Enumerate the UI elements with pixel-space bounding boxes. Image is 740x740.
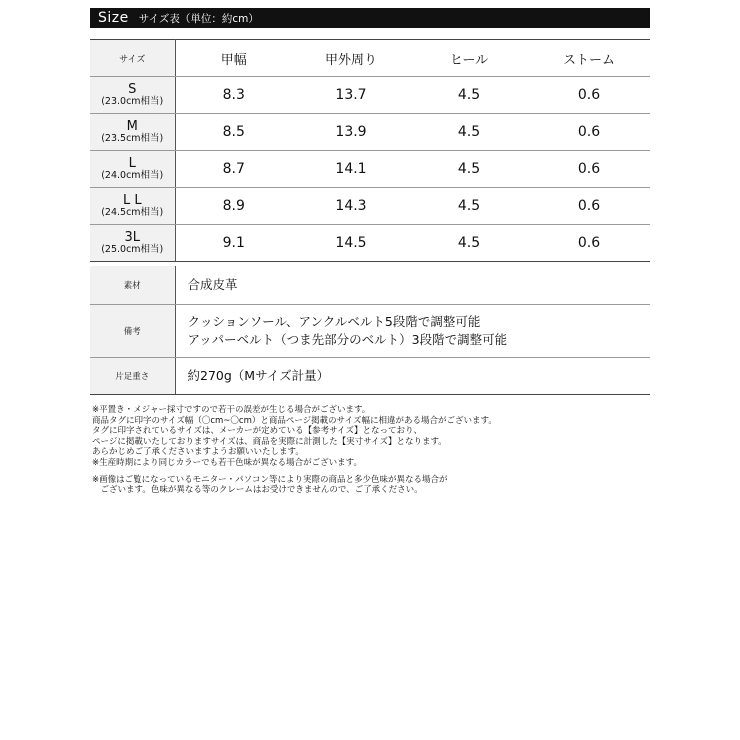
weight-value: 約270g（Mサイズ計量） [175,357,650,394]
cell-instep-width: 8.7 [175,151,292,188]
remarks-value [175,304,650,357]
column-header-size: サイズ [90,40,175,77]
size-cm-equivalent: (25.0cm相当) [101,243,164,255]
note-line: ※画像はご覧になっているモニター・パソコン等により実際の商品と多少色味が異なる場合が [92,474,448,485]
material-value: 合成皮革 [175,266,650,304]
size-header-bar [90,8,650,28]
cell-heel: 4.5 [410,151,528,188]
size-label-cell [90,151,175,188]
size-cm-equivalent: (23.0cm相当) [101,95,164,107]
note-line: ございます。色味が異なる等のクレームはお受けできませんので、ご了承ください。 [92,485,423,496]
size-label-cell [90,225,175,262]
notes-section [92,405,652,496]
size-name: M [126,119,138,135]
remarks-line-1: クッションソール、アンクルベルト5段階で調整可能 [187,314,481,329]
cell-instep-width: 8.3 [175,77,292,114]
remarks-row [90,304,650,357]
material-label: 素材 [90,266,175,304]
size-subtitle: サイズ表（単位：約cm） [138,12,259,25]
cell-heel: 4.5 [410,114,528,151]
cell-storm: 0.6 [528,77,650,114]
size-cm-equivalent: (23.5cm相当) [101,132,164,144]
cell-instep-width: 8.5 [175,114,292,151]
size-table-header-row [90,40,650,77]
cell-storm: 0.6 [528,188,650,225]
cell-instep-circumference: 13.7 [292,77,410,114]
table-row [90,77,650,114]
size-name: S [128,82,137,98]
cell-instep-circumference: 14.3 [292,188,410,225]
column-header-storm: ストーム [528,40,650,77]
cell-instep-circumference: 14.1 [292,151,410,188]
cell-storm: 0.6 [528,225,650,262]
table-row [90,225,650,262]
weight-row [90,357,650,394]
note-line: あらかじめご了承くださいますようお願いいたします。 [92,447,304,458]
size-name: L L [122,193,142,209]
note-line: ※平置き・メジャー採寸ですので若干の誤差が生じる場合がございます。 [92,405,371,415]
size-name: 3L [124,230,140,246]
size-label-cell [90,114,175,151]
cell-heel: 4.5 [410,77,528,114]
note-line: ※生産時期により同じカラーでも若干色味が異なる場合がございます。 [92,457,362,468]
size-name: L [128,156,136,172]
cell-heel: 4.5 [410,188,528,225]
cell-storm: 0.6 [528,114,650,151]
cell-heel: 4.5 [410,225,528,262]
table-row [90,151,650,188]
size-cm-equivalent: (24.5cm相当) [101,206,164,218]
column-header-instep-circumference: 甲外周り [292,40,410,77]
remarks-line-2: アッパーベルト（つま先部分のベルト）3段階で調整可能 [187,331,508,347]
table-row [90,188,650,225]
size-title: Size [98,10,129,26]
material-row [90,266,650,304]
cell-instep-circumference: 13.9 [292,114,410,151]
remarks-label: 備考 [90,304,175,357]
cell-instep-width: 8.9 [175,188,292,225]
note-line: 商品タグに印字のサイズ幅（〇cm~〇cm）と商品ページ掲載のサイズ幅に相違がある場合がございます。 [92,415,497,426]
size-label-cell [90,188,175,225]
cell-storm: 0.6 [528,151,650,188]
product-info-table [90,266,650,395]
table-row [90,114,650,151]
column-header-instep-width: 甲幅 [175,40,292,77]
column-header-heel: ヒール [410,40,528,77]
note-line: ページに掲載いたしておりますサイズは、商品を実際に計測した【実寸サイズ】となります。 [92,436,447,447]
cell-instep-circumference: 14.5 [292,225,410,262]
weight-label: 片足重さ [90,357,175,394]
note-line: タグに印字されているサイズは、メーカーが定めている【参考サイズ】となっており、 [92,426,422,437]
size-table [90,39,650,262]
size-cm-equivalent: (24.0cm相当) [101,169,164,181]
cell-instep-width: 9.1 [175,225,292,262]
size-label-cell [90,77,175,114]
